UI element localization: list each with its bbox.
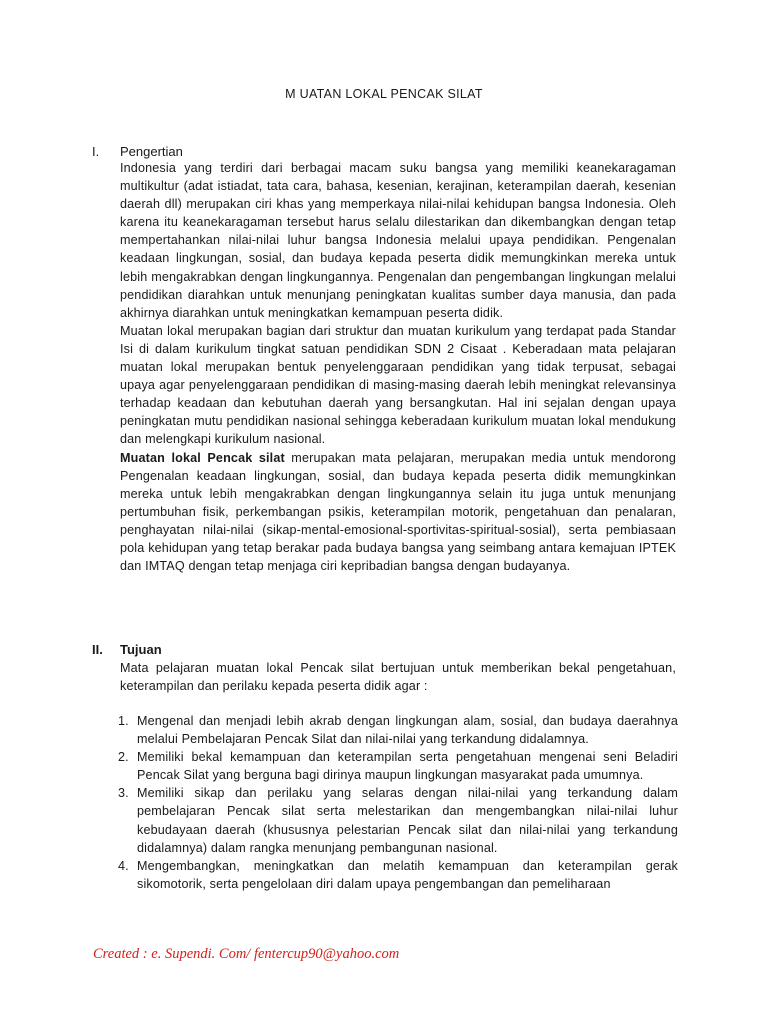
section-1-paragraph-1: Indonesia yang terdiri dari berbagai macam suku bangsa yang memiliki keanekaragaman multikultur (adat istiadat, tata cara, bahasa, kesenian, kerajinan, keterampilan daerah, kesenian daerah dll) merupakan ciri khas yang memperkaya nilai-nilai kehidupan bangsa Indonesia. Oleh karena itu keanekaragaman tersebut harus selalu dilestarikan dan dikembangkan dengan tetap mempertahankan nilai-nilai luhur bangsa Indonesia melalui upaya pendidikan. Pengenalan keadaan lingkungan, sosial, dan budaya kepada peserta didik memungkinkan mereka untuk lebih mengakrabkan dengan lingkungannya. Pengenalan dan pengembangan lingkungan melalui pendidikan diarahkan untuk menunjang peningkatan kualitas sumber daya manusia, dan pada akhirnya diarahkan untuk meningkatkan kemampuan peserta didik. (120, 161, 676, 320)
section-1-paragraph-3-text: merupakan mata pelajaran, merupakan media untuk mendorong Pengenalan keadaan lingkungan, sosial, dan budaya kepada peserta didik memungkinkan mereka untuk lebih mengakrabkan dengan lingkungannya selain itu juga untuk menunjang pertumbuhan fisik, perkembangan psikis, keterampilan motorik, pengetahuan dan penalaran, penghayatan nilai-nilai (sikap-mental-emosional-sportivitas-spiritual-sosial), serta pembiasaan pola kehidupan yang tetap berakar pada budaya bangsa yang seimbang antara kemajuan IPTEK dan IMTAQ dengan tetap menjaga ciri kepribadian bangsa dengan budayanya. (120, 450, 676, 574)
list-item-number: 1. (118, 714, 129, 728)
list-item-number: 2. (118, 750, 129, 765)
section-2-intro: Mata pelajaran muatan lokal Pencak silat bertujuan untuk memberikan bekal pengetahuan, keterampilan dan perilaku kepada peserta didik agar : (120, 661, 676, 694)
list-item-text: Mengenal dan menjadi lebih akrab dengan lingkungan alam, sosial, dan budaya daerahnya melalui Pembelajaran Pencak Silat dan nilai-nilai yang terkandung didalamnya. (137, 714, 678, 747)
list-item (118, 784, 678, 856)
section-1-heading: Pengertian (120, 144, 183, 159)
list-item-number: 3. (118, 786, 129, 801)
list-item (118, 712, 678, 748)
document-title: M UATAN LOKAL PENCAK SILAT (285, 87, 483, 101)
list-item (118, 857, 678, 893)
section-2-number: II. (92, 642, 103, 657)
footer-credit: Created : e. Supendi. Com/ fentercup90@yahoo.com (93, 946, 400, 962)
list-item (118, 748, 678, 784)
objectives-list (118, 712, 678, 893)
section-1-paragraph-2: Muatan lokal merupakan bagian dari struktur dan muatan kurikulum yang terdapat pada Standar Isi di dalam kurikulum tingkat satuan pendidikan SDN 2 Cisaat . Keberadaan mata pelajaran muatan lokal merupakan bentuk penyelenggaraan pendidikan yang tidak terpusat, sebagai upaya agar penyelenggaraan pendidikan di masing-masing daerah lebih meningkat relevansinya terhadap keadaan dan kebutuhan daerah yang bersangkutan. Hal ini sejalan dengan upaya peningkatan mutu pendidikan nasional sehingga keberadaan kurikulum muatan lokal mendukung dan melengkapi kurikulum nasional. (120, 323, 676, 447)
section-1-body (120, 159, 676, 575)
section-1-number: I. (92, 144, 100, 159)
list-item-text: Mengembangkan, meningkatkan dan melatih kemampuan dan keterampilan gerak sikomotorik, serta pengelolaan diri dalam upaya pengembangan dan pemeliharaan (137, 858, 678, 891)
muatan-lokal-bold-term: Muatan lokal Pencak silat (120, 450, 285, 465)
section-2-heading: Tujuan (120, 642, 162, 657)
list-item-number: 4. (118, 858, 129, 873)
section-1-paragraph-3 (120, 449, 676, 576)
list-item-text: Memiliki sikap dan perilaku yang selaras dengan nilai-nilai yang terkandung dalam pembelajaran Pencak silat serta melestarikan dan mengembangkan nilai-nilai luhur kebudayaan daerah (khususnya pelestarian Pencak silat dan nilai-nilai yang terkandung didalamnya) dalam rangka menunjang pembangunan nasional. (137, 786, 678, 855)
list-item-text: Memiliki bekal kemampuan dan keterampilan serta pengetahuan mengenai seni Beladiri Pencak Silat yang berguna bagi dirinya maupun lingkungan masyarakat pada umumnya. (137, 750, 678, 783)
